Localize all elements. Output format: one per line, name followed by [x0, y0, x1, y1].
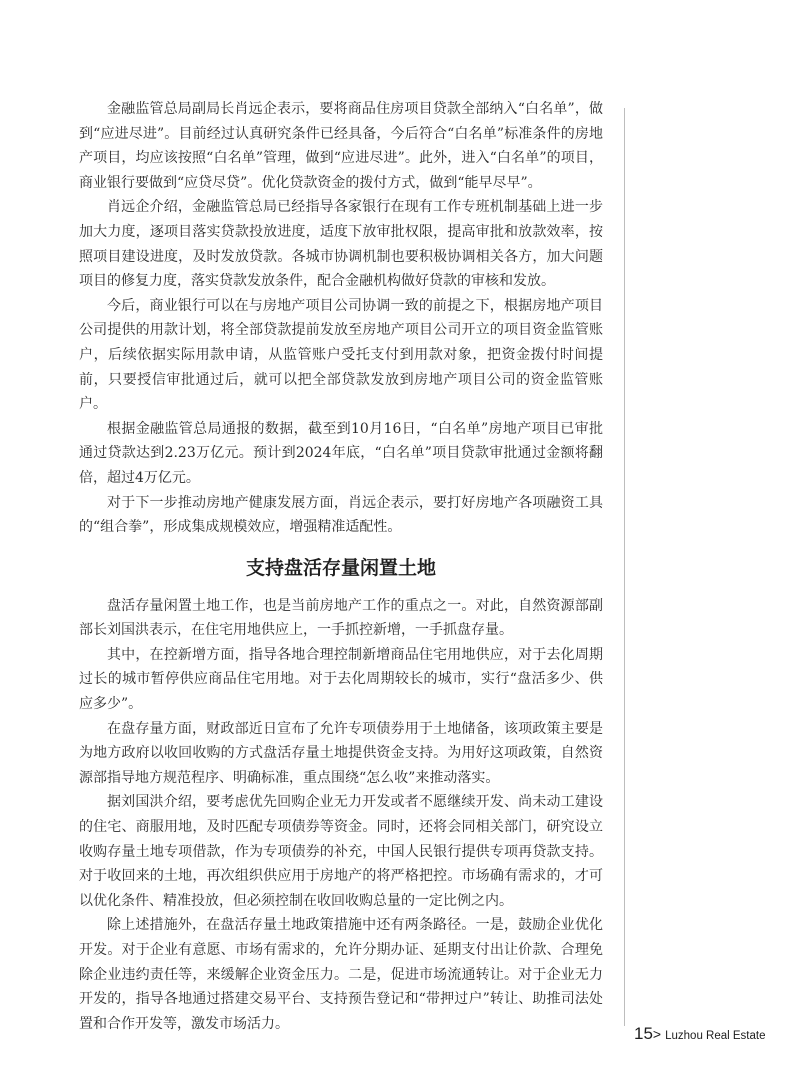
paragraph-1: 金融监管总局副局长肖远企表示，要将商品住房项目贷款全部纳入“白名单”，做到“应进尽进”。目前经过认真研究条件已经具备，今后符合“白名单”标准条件的房地产项目，均应该按照“白名单”管理，做到“应进尽进”。此外，进入“白名单”的项目，商业银行要做到“应贷尽贷”。优化贷款资金的拨付方式，做到“能早尽早”。	[79, 101, 603, 191]
arrow-icon: >	[652, 1026, 662, 1042]
page-number: 15	[634, 1024, 653, 1043]
paragraph-10: 除上述措施外，在盘活存量土地政策措施中还有两条路径。一是，鼓励企业优化开发。对于企业有意愿、市场有需求的，允许分期办证、延期支付出让价款、合理免除企业违约责任等，来缓解企业资金压力。二是，促进市场流通转让。对于企业无力开发的，指导各地通过搭建交易平台、支持预告登记和“带押过户”转让、助推司法处置和合作开发等，激发市场活力。	[79, 917, 603, 1032]
article-body	[79, 97, 603, 1036]
paragraph-5: 对于下一步推动房地产健康发展方面，肖远企表示，要打好房地产各项融资工具的“组合拳”，形成集成规模效应，增强精准适配性。	[79, 494, 603, 536]
paragraph-6: 盘活存量闲置土地工作，也是当前房地产工作的重点之一。对此，自然资源部副部长刘国洪表示，在住宅用地供应上，一手抓控新增，一手抓盘存量。	[79, 597, 603, 639]
page-footer	[634, 1024, 765, 1044]
section-heading: 支持盘活存量闲置土地	[245, 556, 436, 579]
paragraph-2: 肖远企介绍，金融监管总局已经指导各家银行在现有工作专班机制基础上进一步加大力度，逐项目落实贷款投放进度，适度下放审批权限，提高审批和放款效率，按照项目建设进度，及时发放贷款。各城市协调机制也要积极协调相关各方，加大问题项目的修复力度，落实贷款发放条件，配合金融机构做好贷款的审核和发放。	[79, 199, 603, 290]
paragraph-7: 其中，在控新增方面，指导各地合理控制新增商品住宅用地供应，对于去化周期过长的城市暂停供应商品住宅用地。对于去化周期较长的城市，实行“盘活多少、供应多少”。	[79, 646, 603, 713]
paragraph-4: 根据金融监管总局通报的数据，截至到10月16日，“白名单”房地产项目已审批通过贷款达到2.23万亿元。预计到2024年底，“白名单”项目贷款审批通过金额将翻倍，超过4万亿元。	[79, 420, 603, 486]
column-divider-line	[624, 108, 625, 1026]
paragraph-3: 今后，商业银行可以在与房地产项目公司协调一致的前提之下，根据房地产项目公司提供的用款计划，将全部贷款提前发放至房地产项目公司开立的项目资金监管账户，后续依据实际用款申请，从监管账户受托支付到用款对象，把资金拨付时间提前，只要授信审批通过后，就可以把全部贷款发放到房地产项目公司的资金监管账户。	[79, 297, 603, 413]
paragraph-8: 在盘存量方面，财政部近日宣布了允许专项债券用于土地储备，该项政策主要是为地方政府以收回收购的方式盘活存量土地提供资金支持。为用好这项政策，自然资源部指导地方规范程序、明确标准，重点围绕“怎么收”来推动落实。	[79, 720, 603, 786]
publication-title: Luzhou Real Estate	[665, 1030, 766, 1042]
paragraph-9: 据刘国洪介绍，要考虑优先回购企业无力开发或者不愿继续开发、尚未动工建设的住宅、商服用地，及时匹配专项债券等资金。同时，还将会同相关部门，研究设立收购存量土地专项借款，作为专项债券的补充，中国人民银行提供专项再贷款支持。对于收回来的土地，再次组织供应用于房地产的将严格把控。市场确有需求的，才可以优化条件、精准投放，但必须控制在收回收购总量的一定比例之内。	[79, 794, 603, 909]
